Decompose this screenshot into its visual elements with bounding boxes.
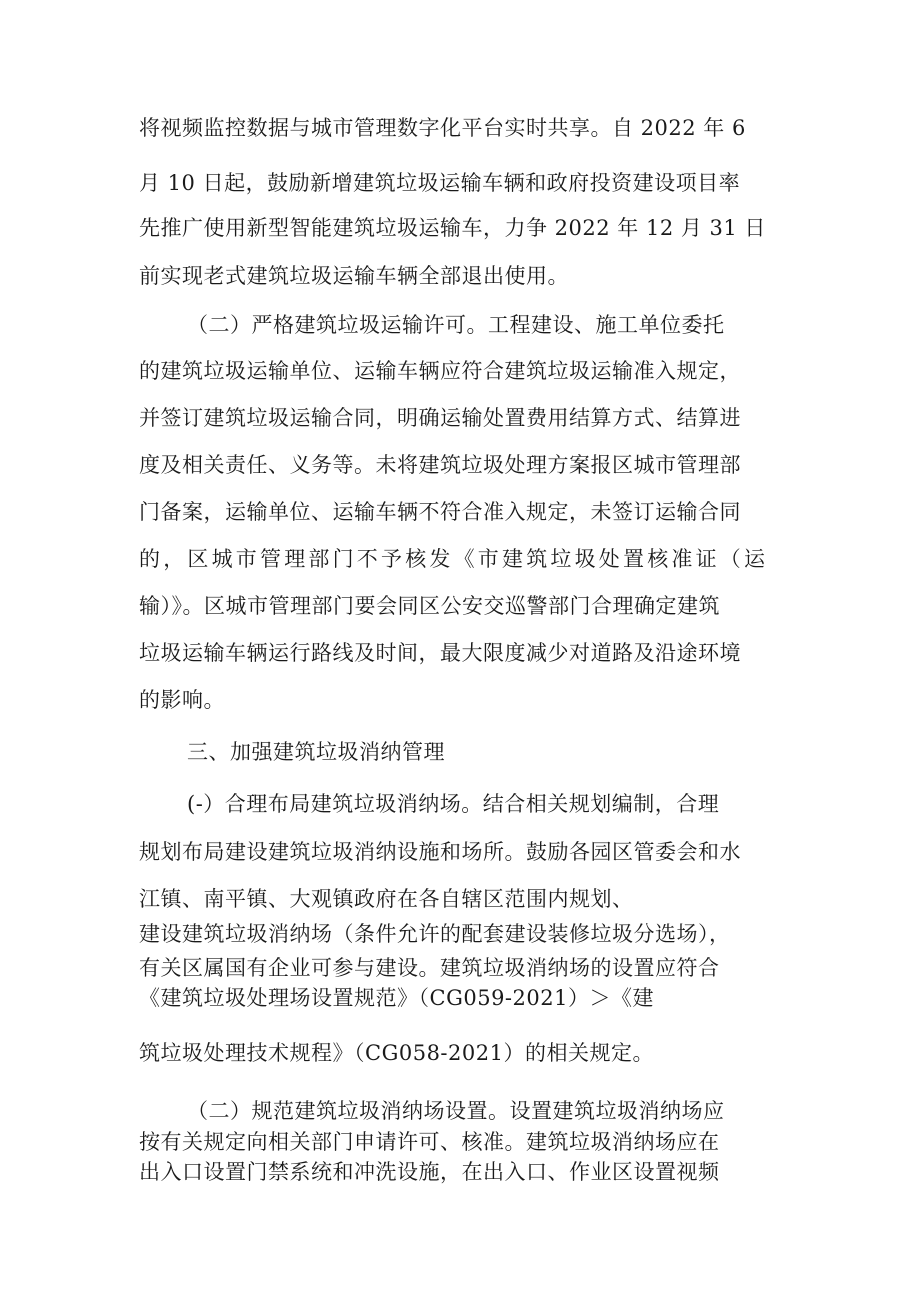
subsection-heading-line: (-）合理布局建筑垃圾消纳场。结合相关规划编制，合理 <box>187 792 720 816</box>
paragraph-line: 垃圾运输车辆运行路线及时间，最大限度减少对道路及沿途环境 <box>139 641 741 665</box>
paragraph-line: 《建筑垃圾处理场设置规范》（CG059-2021）＞《建 <box>139 986 654 1010</box>
paragraph-line: 门备案，运输单位、运输车辆不符合准入规定，未签订运输合同 <box>139 500 741 524</box>
paragraph-line: 有关区属国有企业可参与建设。建筑垃圾消纳场的设置应符合 <box>139 956 720 980</box>
paragraph-line: 的建筑垃圾运输单位、运输车辆应符合建筑垃圾运输准入规定， <box>139 359 741 383</box>
paragraph-line: 度及相关责任、义务等。未将建筑垃圾处理方案报区城市管理部 <box>139 453 741 477</box>
paragraph-line: 建设建筑垃圾消纳场（条件允许的配套建设装修垃圾分选场）， <box>139 922 731 946</box>
paragraph-line: 的影响。 <box>139 688 225 712</box>
paragraph-line: 筑垃圾处理技术规程》（CG058-2021）的相关规定。 <box>139 1041 654 1065</box>
paragraph-line: 先推广使用新型智能建筑垃圾运输车，力争 2022 年 12 月 31 日 <box>139 216 766 240</box>
paragraph-line: 前实现老式建筑垃圾运输车辆全部退出使用。 <box>139 264 569 288</box>
subsection-heading-line: （二）严格建筑垃圾运输许可。工程建设、施工单位委托 <box>187 313 725 337</box>
paragraph-line: 按有关规定向相关部门申请许可、核准。建筑垃圾消纳场应在 <box>139 1130 720 1154</box>
paragraph-line: 输）》。区城市管理部门要会同区公安交巡警部门合理确定建筑 <box>139 594 720 618</box>
subsection-heading-line: （二）规范建筑垃圾消纳场设置。设置建筑垃圾消纳场应 <box>187 1099 725 1123</box>
paragraph-line: 将视频监控数据与城市管理数字化平台实时共享。自 2022 年 6 <box>139 116 746 140</box>
section-heading: 三、加强建筑垃圾消纳管理 <box>187 740 445 764</box>
paragraph-line: 江镇、南平镇、大观镇政府在各自辖区范围内规划、 <box>139 887 634 911</box>
paragraph-line: 的，区城市管理部门不予核发《市建筑垃圾处置核准证（运 <box>139 547 769 571</box>
paragraph-line: 月 10 日起，鼓励新增建筑垃圾运输车辆和政府投资建设项目率 <box>139 171 741 195</box>
paragraph-line: 并签订建筑垃圾运输合同，明确运输处置费用结算方式、结算进 <box>139 406 741 430</box>
paragraph-line: 出入口设置门禁系统和冲洗设施，在出入口、作业区设置视频 <box>139 1160 720 1184</box>
paragraph-line: 规划布局建设建筑垃圾消纳设施和场所。鼓励各园区管委会和水 <box>139 840 741 864</box>
